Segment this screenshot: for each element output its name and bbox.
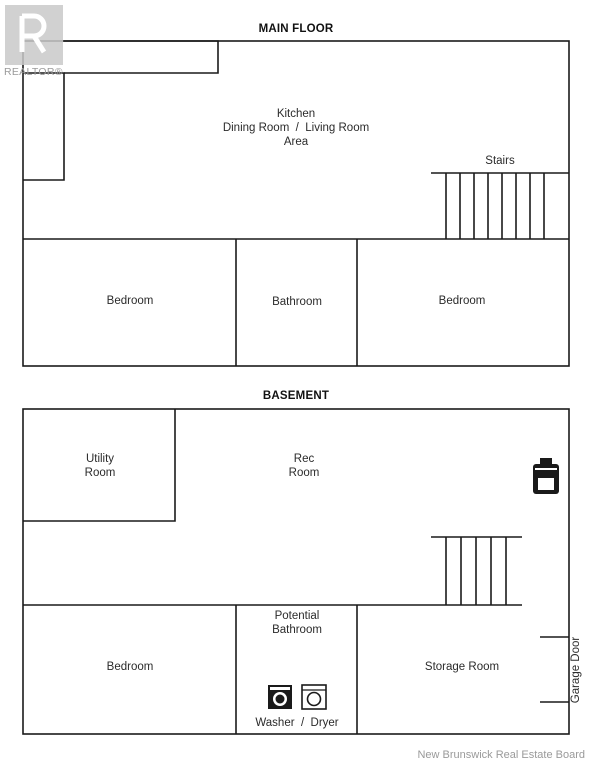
dryer-icon — [302, 685, 326, 709]
main-bathroom-label: Bathroom — [272, 296, 322, 308]
potential-bathroom-label — [247, 609, 347, 637]
realtor-logo-text: REALTOR® — [4, 66, 63, 78]
kitchen-counter-side — [23, 73, 64, 180]
washer-dryer-label: Washer / Dryer — [255, 717, 339, 729]
main-floor-title: MAIN FLOOR — [258, 23, 334, 35]
stove-icon — [533, 458, 559, 494]
storage-room-label: Storage Room — [424, 661, 500, 673]
main-floor-outline — [23, 41, 569, 366]
utility-line-1: Utility — [85, 453, 115, 465]
garage-door-text: Garage Door — [570, 636, 582, 704]
kitchen-line-3: Area — [283, 136, 309, 148]
potential-line-2: Bathroom — [272, 624, 322, 636]
footer-credit: New Brunswick Real Estate Board — [417, 749, 585, 761]
main-bedroom-right-label: Bedroom — [438, 295, 486, 307]
utility-line-2: Room — [84, 467, 116, 479]
rec-line-2: Room — [288, 467, 320, 479]
potential-line-1: Potential — [274, 610, 320, 622]
garage-door-label — [566, 630, 586, 710]
kitchen-line-1: Kitchen — [276, 108, 316, 120]
kitchen-line-2: Dining Room / Living Room — [222, 122, 370, 134]
basement-title: BASEMENT — [262, 390, 330, 402]
kitchen-counter-top — [64, 41, 218, 73]
basement-bedroom-label: Bedroom — [106, 661, 154, 673]
washer-icon — [268, 685, 292, 709]
main-bedroom-left-label: Bedroom — [106, 295, 154, 307]
basement-stairs — [431, 537, 522, 605]
rec-room-label — [264, 452, 344, 480]
stairs-label: Stairs — [485, 155, 515, 167]
kitchen-label — [196, 107, 396, 149]
main-floor-stairs — [431, 173, 569, 239]
rec-line-1: Rec — [293, 453, 315, 465]
utility-room-label — [60, 452, 140, 480]
